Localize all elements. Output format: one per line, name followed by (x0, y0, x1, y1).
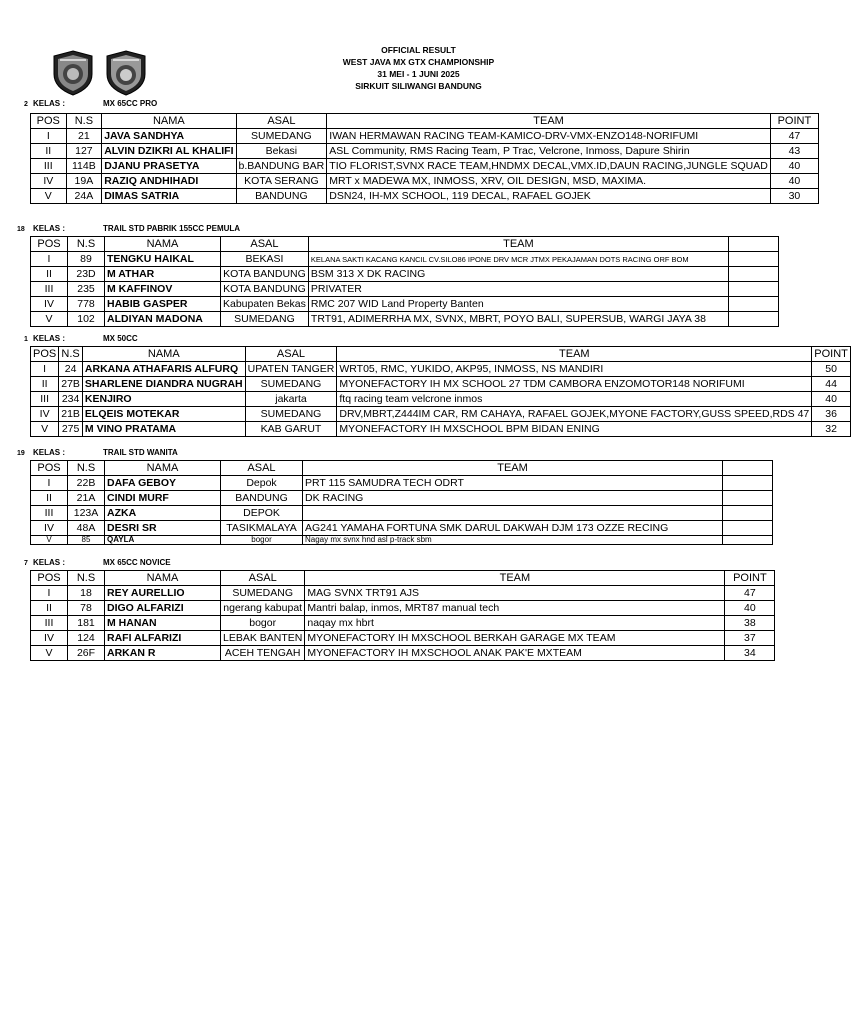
table-header-row (31, 237, 779, 252)
table-row (31, 362, 851, 377)
cell-asal: SUMEDANG (221, 586, 305, 601)
kelas-name: MX 65CC PRO (103, 99, 158, 108)
cell-team: TIO FLORIST,SVNX RACE TEAM,HNDMX DECAL,VMX.ID,DAUN RACING,JUNGLE SQUAD (327, 159, 771, 174)
column-header-ns: N.S (66, 114, 102, 129)
kelas-heading (0, 99, 819, 111)
kelas-number: 18 (17, 226, 25, 233)
column-header-pos: POS (31, 347, 59, 362)
cell-team: PRT 115 SAMUDRA TECH ODRT (303, 476, 723, 491)
cell-pos: V (31, 422, 59, 437)
column-header-ns: N.S (68, 237, 105, 252)
cell-ns: 78 (68, 601, 105, 616)
cell-team: BSM 313 X DK RACING (308, 267, 728, 282)
kelas-name: TRAIL STD PABRIK 155CC PEMULA (103, 224, 241, 233)
table-row (31, 392, 851, 407)
cell-team: IWAN HERMAWAN RACING TEAM-KAMICO-DRV-VMX-ENZO148-NORIFUMI (327, 129, 771, 144)
cell-ns: 23D (68, 267, 105, 282)
kelas-label: KELAS : (33, 224, 65, 233)
kelas-name: MX 65CC NOVICE (103, 558, 171, 567)
cell-point: 37 (725, 631, 775, 646)
cell-asal: TASIKMALAYA (221, 521, 303, 536)
cell-pos: V (31, 646, 68, 661)
cell-ns: 26F (68, 646, 105, 661)
cell-ns: 85 (68, 536, 105, 545)
cell-point: 34 (725, 646, 775, 661)
cell-team: MRT x MADEWA MX, INMOSS, XRV, OIL DESIGN, MSD, MAXIMA. (327, 174, 771, 189)
cell-asal: ACEH TENGAH (221, 646, 305, 661)
kelas-label: KELAS : (33, 558, 65, 567)
table-row (31, 129, 819, 144)
cell-ns: 89 (68, 252, 105, 267)
kelas-heading (0, 334, 819, 346)
table-row (31, 174, 819, 189)
cell-pos: II (31, 601, 68, 616)
cell-team: DSN24, IH-MX SCHOOL, 119 DECAL, RAFAEL GOJEK (327, 189, 771, 204)
cell-pos: III (31, 506, 68, 521)
column-header-team: TEAM (305, 571, 725, 586)
cell-pos: III (31, 392, 59, 407)
cell-nama: HABIB GASPER (105, 297, 221, 312)
table-row (31, 506, 773, 521)
cell-nama: M VINO PRATAMA (82, 422, 245, 437)
table-row (31, 312, 779, 327)
cell-point: 44 (812, 377, 851, 392)
table-row (31, 521, 773, 536)
cell-nama: ALDIYAN MADONA (105, 312, 221, 327)
cell-asal: bogor (221, 536, 303, 545)
cell-ns: 48A (68, 521, 105, 536)
column-header-asal: ASAL (245, 347, 337, 362)
cell-pos: V (31, 189, 67, 204)
cell-nama: REY AURELLIO (105, 586, 221, 601)
cell-ns: 114B (66, 159, 102, 174)
cell-point: 36 (812, 407, 851, 422)
cell-nama: TENGKU HAIKAL (105, 252, 221, 267)
cell-team: Mantri balap, inmos, MRT87 manual tech (305, 601, 725, 616)
kelas-label: KELAS : (33, 334, 65, 343)
column-header-team: TEAM (337, 347, 812, 362)
table-row (31, 282, 779, 297)
cell-point: 47 (770, 129, 818, 144)
cell-asal: KAB GARUT (245, 422, 337, 437)
cell-team: DRV,MBRT,Z444IM CAR, RM CAHAYA, RAFAEL GOJEK,MYONE FACTORY,GUSS SPEED,RDS 47 (337, 407, 812, 422)
cell-point (728, 282, 778, 297)
results-table (30, 570, 775, 661)
cell-ns: 234 (59, 392, 83, 407)
cell-nama: CINDI MURF (105, 491, 221, 506)
cell-nama: ELQEIS MOTEKAR (82, 407, 245, 422)
cell-asal: LEBAK BANTEN (221, 631, 305, 646)
cell-ns: 102 (68, 312, 105, 327)
cell-ns: 21B (59, 407, 83, 422)
cell-pos: I (31, 586, 68, 601)
kelas-label: KELAS : (33, 448, 65, 457)
cell-pos: I (31, 252, 68, 267)
column-header-asal: ASAL (221, 461, 303, 476)
cell-nama: SHARLENE DIANDRA NUGRAH (82, 377, 245, 392)
kelas-number: 1 (24, 336, 28, 343)
cell-ns: 19A (66, 174, 102, 189)
column-header-nama: NAMA (105, 461, 221, 476)
cell-team: MYONEFACTORY IH MXSCHOOL BPM BIDAN ENING (337, 422, 812, 437)
table-row (31, 536, 773, 545)
table-row (31, 616, 775, 631)
cell-nama: ALVIN DZIKRI AL KHALIFI (102, 144, 236, 159)
cell-asal: Bekasi (236, 144, 327, 159)
table-header-row (31, 461, 773, 476)
cell-ns: 123A (68, 506, 105, 521)
cell-team: naqay mx hbrt (305, 616, 725, 631)
cell-asal: b.BANDUNG BAR (236, 159, 327, 174)
cell-team: PRIVATER (308, 282, 728, 297)
table-row (31, 377, 851, 392)
cell-nama: QAYLA (105, 536, 221, 545)
table-row (31, 601, 775, 616)
column-header-ns: N.S (68, 571, 105, 586)
results-table (30, 460, 773, 545)
cell-nama: KENJIRO (82, 392, 245, 407)
cell-pos: IV (31, 407, 59, 422)
column-header-nama: NAMA (105, 237, 221, 252)
cell-team (303, 506, 723, 521)
kelas-heading (0, 448, 819, 460)
column-header-point: POINT (812, 347, 851, 362)
cell-team: DK RACING (303, 491, 723, 506)
kelas-name: MX 50CC (103, 334, 138, 343)
column-header-asal: ASAL (221, 237, 309, 252)
cell-ns: 24A (66, 189, 102, 204)
cell-ns: 21A (68, 491, 105, 506)
cell-pos: II (31, 377, 59, 392)
cell-pos: V (31, 536, 68, 545)
header-event: WEST JAVA MX GTX CHAMPIONSHIP (342, 57, 495, 67)
column-header-point (728, 237, 778, 252)
cell-ns: 235 (68, 282, 105, 297)
cell-nama: DESRI SR (105, 521, 221, 536)
results-table (30, 113, 819, 204)
table-row (31, 267, 779, 282)
kelas-number: 19 (17, 450, 25, 457)
cell-nama: M ATHAR (105, 267, 221, 282)
cell-pos: I (31, 129, 67, 144)
column-header-team: TEAM (303, 461, 723, 476)
cell-ns: 181 (68, 616, 105, 631)
table-row (31, 252, 779, 267)
cell-nama: DAFA GEBOY (105, 476, 221, 491)
cell-team: MAG SVNX TRT91 AJS (305, 586, 725, 601)
column-header-nama: NAMA (105, 571, 221, 586)
document-header (0, 44, 819, 92)
cell-ns: 778 (68, 297, 105, 312)
header-date: 31 MEI - 1 JUNI 2025 (377, 69, 460, 79)
cell-pos: IV (31, 631, 68, 646)
cell-pos: IV (31, 521, 68, 536)
cell-point: 43 (770, 144, 818, 159)
cell-asal: SUMEDANG (245, 377, 337, 392)
cell-pos: III (31, 616, 68, 631)
kelas-label: KELAS : (33, 99, 65, 108)
cell-asal: KOTA BANDUNG (221, 282, 309, 297)
cell-team: KELANA SAKTI KACANG KANCIL CV.SILO86 IPONE DRV MCR JTMX PEKAJAMAN DOTS RACING ORF BOM (308, 252, 728, 267)
header-title: OFFICIAL RESULT (381, 45, 456, 55)
cell-point: 50 (812, 362, 851, 377)
cell-ns: 18 (68, 586, 105, 601)
column-header-ns: N.S (68, 461, 105, 476)
cell-nama: AZKA (105, 506, 221, 521)
cell-pos: III (31, 159, 67, 174)
cell-point (723, 521, 773, 536)
kelas-number: 2 (24, 101, 28, 108)
cell-nama: DIGO ALFARIZI (105, 601, 221, 616)
table-header-row (31, 347, 851, 362)
cell-asal: SUMEDANG (236, 129, 327, 144)
table-row (31, 297, 779, 312)
cell-point (723, 506, 773, 521)
cell-pos: V (31, 312, 68, 327)
header-venue: SIRKUIT SILIWANGI BANDUNG (355, 81, 482, 91)
cell-point (723, 536, 773, 545)
cell-asal: BANDUNG (221, 491, 303, 506)
table-header-row (31, 114, 819, 129)
table-row (31, 189, 819, 204)
cell-nama: ARKAN R (105, 646, 221, 661)
cell-ns: 127 (66, 144, 102, 159)
cell-asal: BEKASI (221, 252, 309, 267)
cell-team: MYONEFACTORY IH MXSCHOOL ANAK PAK'E MXTEAM (305, 646, 725, 661)
cell-point: 40 (770, 159, 818, 174)
table-row (31, 476, 773, 491)
cell-asal: SUMEDANG (245, 407, 337, 422)
cell-point: 40 (725, 601, 775, 616)
cell-nama: DJANU PRASETYA (102, 159, 236, 174)
table-row (31, 407, 851, 422)
cell-pos: III (31, 282, 68, 297)
kelas-name: TRAIL STD WANITA (103, 448, 178, 457)
cell-team: MYONEFACTORY IH MX SCHOOL 27 TDM CAMBORA ENZOMOTOR148 NORIFUMI (337, 377, 812, 392)
cell-team: ASL Community, RMS Racing Team, P Trac, Velcrone, Inmoss, Dapure Shirin (327, 144, 771, 159)
cell-asal: Depok (221, 476, 303, 491)
cell-point (728, 312, 778, 327)
cell-asal: bogor (221, 616, 305, 631)
cell-point (728, 252, 778, 267)
cell-point: 38 (725, 616, 775, 631)
kelas-heading (0, 224, 819, 236)
cell-ns: 21 (66, 129, 102, 144)
cell-team: MYONEFACTORY IH MXSCHOOL BERKAH GARAGE MX TEAM (305, 631, 725, 646)
cell-ns: 124 (68, 631, 105, 646)
cell-point: 40 (812, 392, 851, 407)
cell-point (728, 267, 778, 282)
table-row (31, 586, 775, 601)
cell-asal: Kabupaten Bekas (221, 297, 309, 312)
column-header-pos: POS (31, 114, 67, 129)
cell-pos: IV (31, 174, 67, 189)
cell-pos: I (31, 362, 59, 377)
column-header-team: TEAM (327, 114, 771, 129)
column-header-nama: NAMA (102, 114, 236, 129)
column-header-asal: ASAL (221, 571, 305, 586)
cell-team: RMC 207 WID Land Property Banten (308, 297, 728, 312)
cell-nama: RAZIQ ANDHIHADI (102, 174, 236, 189)
cell-team: TRT91, ADIMERRHA MX, SVNX, MBRT, POYO BALI, SUPERSUB, WARGI JAYA 38 (308, 312, 728, 327)
cell-ns: 27B (59, 377, 83, 392)
column-header-asal: ASAL (236, 114, 327, 129)
cell-ns: 275 (59, 422, 83, 437)
table-row (31, 646, 775, 661)
cell-asal: ngerang kabupat (221, 601, 305, 616)
table-row (31, 491, 773, 506)
column-header-point: POINT (770, 114, 818, 129)
table-row (31, 159, 819, 174)
cell-pos: I (31, 476, 68, 491)
cell-nama: M KAFFINOV (105, 282, 221, 297)
table-row (31, 631, 775, 646)
column-header-pos: POS (31, 461, 68, 476)
cell-point (728, 297, 778, 312)
cell-ns: 24 (59, 362, 83, 377)
cell-pos: II (31, 267, 68, 282)
kelas-heading (0, 558, 819, 570)
cell-asal: KOTA SERANG (236, 174, 327, 189)
column-header-nama: NAMA (82, 347, 245, 362)
column-header-pos: POS (31, 571, 68, 586)
table-row (31, 144, 819, 159)
cell-pos: IV (31, 297, 68, 312)
column-header-pos: POS (31, 237, 68, 252)
cell-nama: JAVA SANDHYA (102, 129, 236, 144)
cell-asal: SUMEDANG (221, 312, 309, 327)
cell-team: AG241 YAMAHA FORTUNA SMK DARUL DAKWAH DJM 173 OZZE RECING (303, 521, 723, 536)
cell-point: 30 (770, 189, 818, 204)
cell-point: 47 (725, 586, 775, 601)
cell-pos: II (31, 144, 67, 159)
cell-point (723, 491, 773, 506)
cell-nama: RAFI ALFARIZI (105, 631, 221, 646)
cell-team: ftq racing team velcrone inmos (337, 392, 812, 407)
cell-asal: jakarta (245, 392, 337, 407)
results-table (30, 236, 779, 327)
cell-asal: DEPOK (221, 506, 303, 521)
cell-nama: M HANAN (105, 616, 221, 631)
cell-ns: 22B (68, 476, 105, 491)
column-header-point: POINT (725, 571, 775, 586)
cell-point (723, 476, 773, 491)
column-header-team: TEAM (308, 237, 728, 252)
cell-nama: ARKANA ATHAFARIS ALFURQ (82, 362, 245, 377)
cell-team: Nagay mx svnx hnd asl p-track sbm (303, 536, 723, 545)
cell-team: WRT05, RMC, YUKIDO, AKP95, INMOSS, NS MANDIRI (337, 362, 812, 377)
results-table (30, 346, 851, 437)
cell-asal: KOTA BANDUNG (221, 267, 309, 282)
table-header-row (31, 571, 775, 586)
cell-point: 40 (770, 174, 818, 189)
cell-nama: DIMAS SATRIA (102, 189, 236, 204)
column-header-point (723, 461, 773, 476)
cell-point: 32 (812, 422, 851, 437)
cell-asal: BANDUNG (236, 189, 327, 204)
column-header-ns: N.S (59, 347, 83, 362)
cell-asal: UPATEN TANGER (245, 362, 337, 377)
table-row (31, 422, 851, 437)
kelas-number: 7 (24, 560, 28, 567)
cell-pos: II (31, 491, 68, 506)
